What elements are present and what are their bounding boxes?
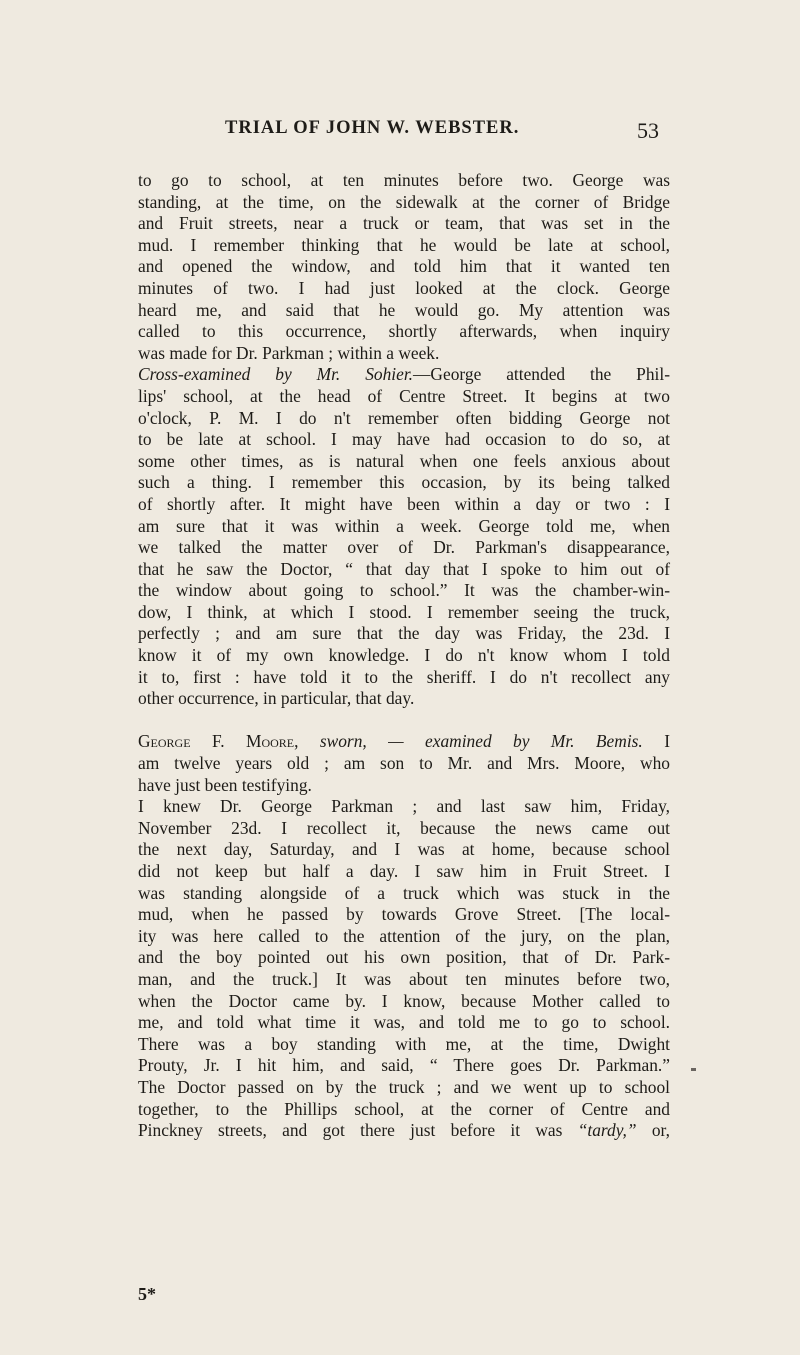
text-line: to go to school, at ten minutes before two. George was [138,170,670,190]
text-fragment: I [664,731,670,752]
text-line: and the boy pointed out his own position, that of Dr. Park- [138,947,670,968]
final-text-line [138,1120,670,1142]
text-line: was standing alongside of a truck which was stuck in the [138,882,670,903]
witness-name: George F. Moore, [138,731,299,752]
text-line: and Fruit streets, near a truck or team, that was set in the [138,213,670,234]
text-line: it to, first : have told it to the sheriff. I do n't recollect any [138,666,670,687]
text-line: lips' school, at the head of Centre Street. It begins at two [138,385,670,406]
text-line: heard me, and said that he would go. My attention was [138,299,670,320]
text-line: The Doctor passed on by the truck ; and we went up to school [138,1076,670,1097]
text-line: to be late at school. I may have had occasion to do so, at [138,429,670,450]
text-line: other occurrence, in particular, that day. [138,688,415,709]
text-line: the next day, Saturday, and I was at home, because school [138,839,670,860]
text-line: Prouty, Jr. I hit him, and said, “ There goes Dr. Parkman.” [138,1055,670,1076]
text-line: o'clock, P. M. I do n't remember often bidding George not [138,407,670,428]
page-number: 53 [637,118,659,143]
text-line: There was a boy standing with me, at the time, Dwight [138,1033,670,1054]
text-line: we talked the matter over of Dr. Parkman's disappearance, [138,537,670,558]
text-line: perfectly ; and am sure that the day was Friday, the 23d. I [138,623,670,644]
text-fragment: or, [651,1120,670,1141]
text-line: I knew Dr. George Parkman ; and last saw him, Friday, [138,796,670,817]
text-line: am sure that it was within a week. George told me, when [138,515,670,536]
text-fragment: —George attended the Phil- [413,364,670,385]
paragraph-gap [138,710,670,732]
text-line: November 23d. I recollect it, because the news came out [138,817,670,838]
text-line: am twelve years old ; am son to Mr. and Mrs. Moore, who [138,753,670,774]
text-line: mud, when he passed by towards Grove Street. [The local- [138,904,670,925]
cross-examined-heading: Cross-examined by Mr. Sohier. [138,364,414,385]
running-head [0,118,800,148]
tardy-word: “tardy,” [577,1120,637,1141]
text-line: of shortly after. It might have been within a day or two : I [138,493,670,514]
running-head-title: TRIAL OF JOHN W. WEBSTER. [225,118,520,138]
margin-mark [691,1068,696,1071]
text-line: minutes of two. I had just looked at the clock. George [138,277,670,298]
text-line: together, to the Phillips school, at the corner of Centre and [138,1098,670,1119]
cross-examination-line [138,364,670,386]
text-line: such a thing. I remember this occasion, by its being talked [138,472,670,493]
text-line: dow, I think, at which I stood. I remember seeing the truck, [138,601,670,622]
text-line: have just been testifying. [138,774,312,795]
signature-mark: 5* [138,1284,156,1304]
text-line: that he saw the Doctor, “ that day that I spoke to him out of [138,558,670,579]
text-line: was made for Dr. Parkman ; within a week. [138,342,440,363]
text-line: and opened the window, and told him that it wanted ten [138,256,670,277]
text-line: some other times, as is natural when one feels anxious about [138,450,670,471]
text-line: did not keep but half a day. I saw him in Fruit Street. I [138,861,670,881]
text-line: man, and the truck.] It was about ten minutes before two, [138,968,670,989]
text-line: when the Doctor came by. I know, because Mother called to [138,990,670,1011]
text-line: know it of my own knowledge. I do n't know whom I told [138,645,670,666]
text-fragment: Pinckney streets, and got there just before it was [138,1120,563,1141]
text-line: ity was here called to the attention of the jury, on the plan, [138,925,670,946]
text-line: me, and told what time it was, and told me to go to school. [138,1012,670,1033]
witness-heading-line [138,731,670,753]
text-line: standing, at the time, on the sidewalk at the corner of Bridge [138,191,670,212]
text-line: the window about going to school.” It was the chamber-win- [138,580,670,601]
body-text [138,170,670,1142]
text-line: mud. I remember thinking that he would be late at school, [138,234,670,255]
examination-note: sworn, — examined by Mr. Bemis. [319,731,643,752]
text-line: called to this occurrence, shortly afterwards, when inquiry [138,321,670,342]
